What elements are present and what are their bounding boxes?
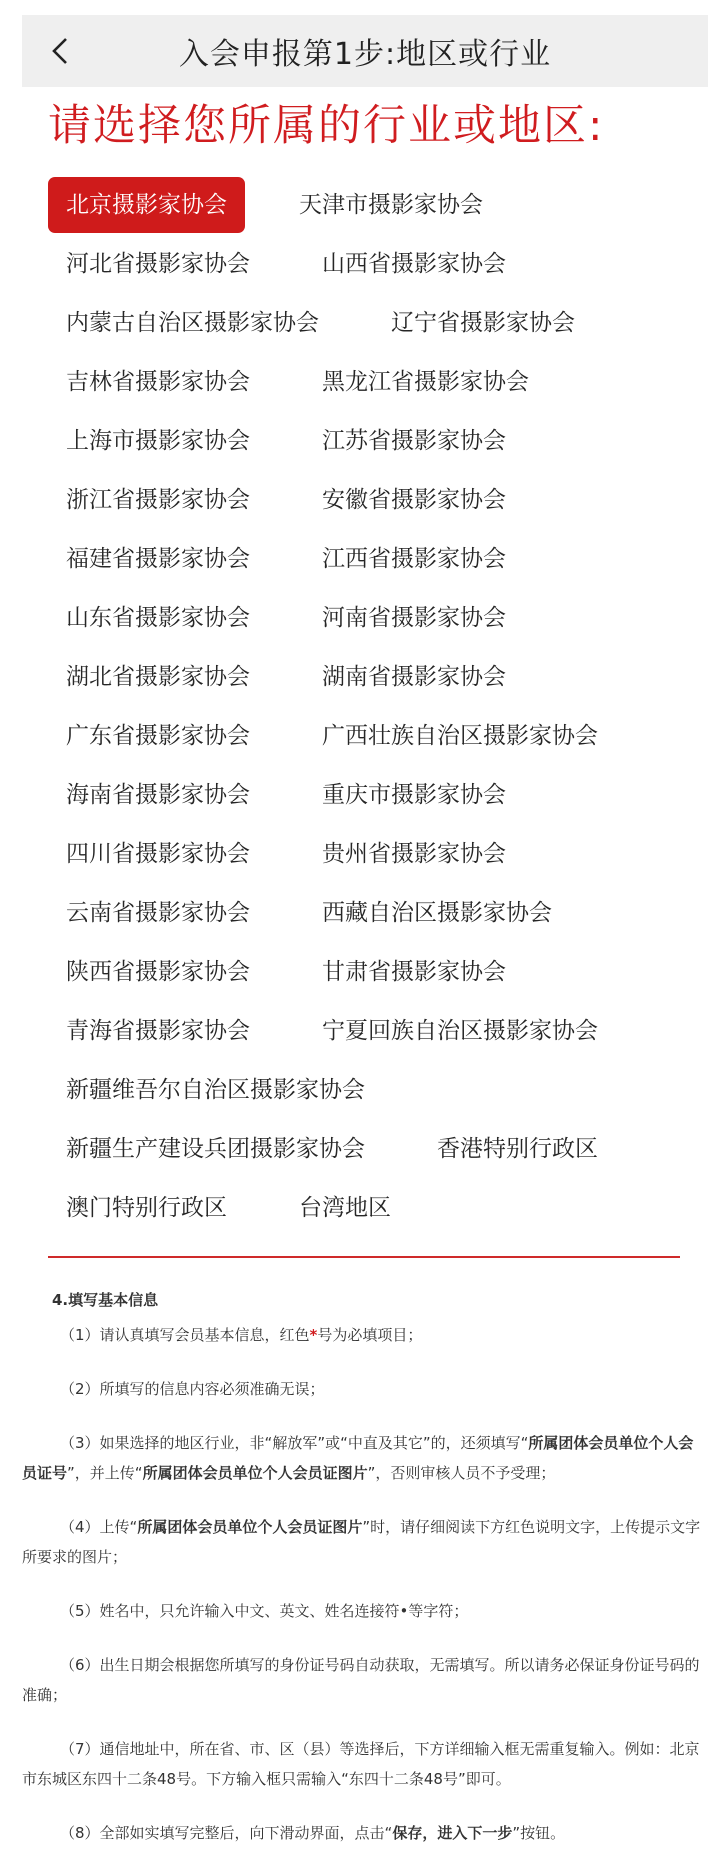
region-option[interactable]: 陕西省摄影家协会 bbox=[66, 958, 250, 985]
basic-info-instructions bbox=[22, 1280, 704, 1872]
region-row bbox=[48, 470, 688, 529]
region-option[interactable]: 内蒙古自治区摄影家协会 bbox=[66, 309, 319, 336]
region-option[interactable]: 湖北省摄影家协会 bbox=[66, 663, 250, 690]
info-item-1: （1）请认真填写会员基本信息，红色*号为必填项目； bbox=[60, 1326, 423, 1344]
region-option[interactable]: 广西壮族自治区摄影家协会 bbox=[322, 722, 598, 749]
info-item-7: （7）通信地址中，所在省、市、区（县）等选择后，下方详细输入框无需重复输入。例如：北京市东城区东四十二条48号。下方输入框只需输入“东四十二条48号”即可。 bbox=[22, 1740, 700, 1788]
region-option[interactable]: 澳门特别行政区 bbox=[66, 1194, 227, 1221]
region-option-selected[interactable]: 北京摄影家协会 bbox=[48, 177, 245, 233]
region-row bbox=[48, 234, 688, 293]
region-row bbox=[48, 175, 688, 234]
region-row bbox=[48, 293, 688, 352]
region-row bbox=[48, 647, 688, 706]
region-row bbox=[48, 765, 688, 824]
region-option[interactable]: 江苏省摄影家协会 bbox=[322, 427, 506, 454]
region-option[interactable]: 云南省摄影家协会 bbox=[66, 899, 250, 926]
region-option[interactable]: 西藏自治区摄影家协会 bbox=[322, 899, 552, 926]
region-row bbox=[48, 411, 688, 470]
region-option[interactable]: 湖南省摄影家协会 bbox=[322, 663, 506, 690]
region-row bbox=[48, 824, 688, 883]
region-option[interactable]: 甘肃省摄影家协会 bbox=[322, 958, 506, 985]
region-option[interactable]: 河南省摄影家协会 bbox=[322, 604, 506, 631]
region-option[interactable]: 青海省摄影家协会 bbox=[66, 1017, 250, 1044]
region-row bbox=[48, 529, 688, 588]
region-row bbox=[48, 942, 688, 1001]
info-item-8: （8）全部如实填写完整后，向下滑动界面，点击“保存，进入下一步”按钮。 bbox=[60, 1824, 566, 1842]
region-list bbox=[48, 175, 688, 1237]
info-item-2: （2）所填写的信息内容必须准确无误； bbox=[60, 1380, 325, 1398]
region-option[interactable]: 辽宁省摄影家协会 bbox=[391, 309, 575, 336]
region-option[interactable]: 广东省摄影家协会 bbox=[66, 722, 250, 749]
region-option[interactable]: 山东省摄影家协会 bbox=[66, 604, 250, 631]
section-heading: 请选择您所属的行业或地区: bbox=[48, 101, 605, 151]
region-option[interactable]: 山西省摄影家协会 bbox=[322, 250, 506, 277]
region-option[interactable]: 吉林省摄影家协会 bbox=[66, 368, 250, 395]
region-row bbox=[48, 1119, 688, 1178]
top-bar bbox=[22, 15, 708, 87]
region-row bbox=[48, 706, 688, 765]
region-option[interactable]: 台湾地区 bbox=[299, 1194, 391, 1221]
region-option[interactable]: 香港特别行政区 bbox=[437, 1135, 598, 1162]
region-option[interactable]: 黑龙江省摄影家协会 bbox=[322, 368, 529, 395]
region-row bbox=[48, 1001, 688, 1060]
region-option[interactable]: 重庆市摄影家协会 bbox=[322, 781, 506, 808]
back-arrow-icon[interactable] bbox=[46, 36, 76, 66]
region-row bbox=[48, 883, 688, 942]
red-divider bbox=[48, 1256, 680, 1258]
info-item-6: （6）出生日期会根据您所填写的身份证号码自动获取，无需填写。所以请务必保证身份证号码的准确； bbox=[22, 1656, 700, 1704]
region-option[interactable]: 上海市摄影家协会 bbox=[66, 427, 250, 454]
region-option[interactable]: 贵州省摄影家协会 bbox=[322, 840, 506, 867]
region-row bbox=[48, 1060, 688, 1119]
region-option[interactable]: 宁夏回族自治区摄影家协会 bbox=[322, 1017, 598, 1044]
region-row bbox=[48, 588, 688, 647]
region-option[interactable]: 浙江省摄影家协会 bbox=[66, 486, 250, 513]
page-title: 入会申报第1步:地区或行业 bbox=[178, 37, 552, 72]
region-option[interactable]: 新疆生产建设兵团摄影家协会 bbox=[66, 1135, 365, 1162]
region-option[interactable]: 四川省摄影家协会 bbox=[66, 840, 250, 867]
region-option[interactable]: 安徽省摄影家协会 bbox=[322, 486, 506, 513]
region-row bbox=[48, 352, 688, 411]
region-option[interactable]: 江西省摄影家协会 bbox=[322, 545, 506, 572]
region-option[interactable]: 天津市摄影家协会 bbox=[299, 191, 483, 218]
region-row bbox=[48, 1178, 688, 1237]
info-item-4: （4）上传“所属团体会员单位个人会员证图片”时，请仔细阅读下方红色说明文字，上传提示文字所要求的图片； bbox=[22, 1518, 701, 1566]
info-item-3: （3）如果选择的地区行业，非“解放军”或“中直及其它”的，还须填写“所属团体会员单位个人会员证号”，并上传“所属团体会员单位个人会员证图片”，否则审核人员不予受理； bbox=[22, 1434, 694, 1482]
info-item-5: （5）姓名中，只允许输入中文、英文、姓名连接符•等字符； bbox=[60, 1602, 469, 1620]
region-option[interactable]: 河北省摄影家协会 bbox=[66, 250, 250, 277]
region-option[interactable]: 海南省摄影家协会 bbox=[66, 781, 250, 808]
region-option[interactable]: 福建省摄影家协会 bbox=[66, 545, 250, 572]
info-title: 4.填写基本信息 bbox=[52, 1291, 159, 1309]
region-option[interactable]: 新疆维吾尔自治区摄影家协会 bbox=[66, 1076, 365, 1103]
